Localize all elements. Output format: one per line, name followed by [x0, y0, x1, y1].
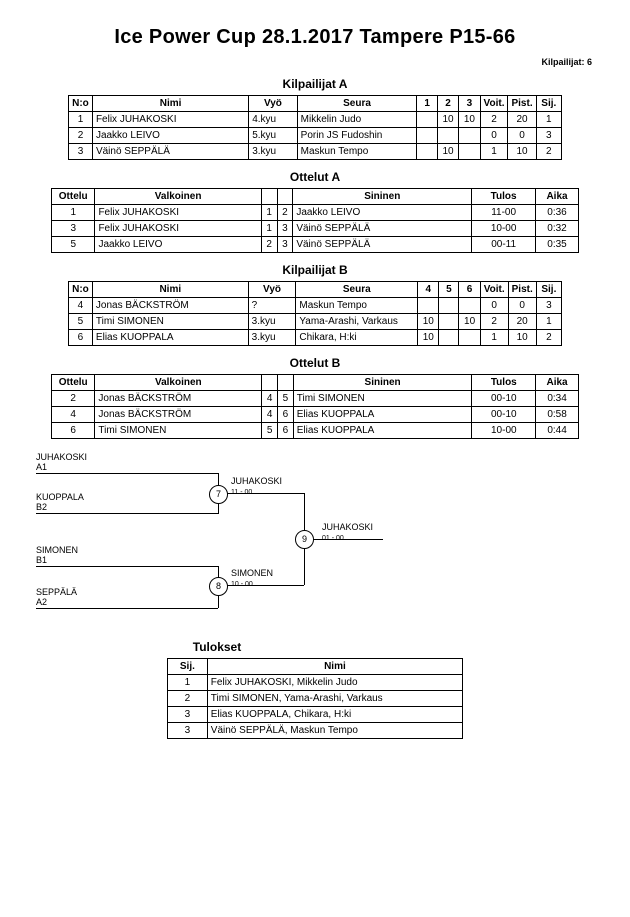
cell-m4: 10 — [418, 330, 439, 346]
cell-white: Jaakko LEIVO — [95, 237, 261, 253]
cell-m2 — [437, 128, 458, 144]
cell-white-no: 4 — [262, 391, 278, 407]
bracket-entry-seed-2: B2 — [36, 502, 48, 512]
table-header-row — [168, 659, 463, 675]
cell-club: Porin JS Fudoshin — [297, 128, 417, 144]
cell-points: 20 — [508, 112, 536, 128]
cell-club: Chikara, H:ki — [296, 330, 418, 346]
cell-wins: 0 — [480, 298, 508, 314]
col-white: Valkoinen — [95, 375, 262, 391]
cell-result: 10-00 — [472, 423, 536, 439]
cell-blue: Jaakko LEIVO — [293, 205, 472, 221]
cell-belt: 5.kyu — [249, 128, 297, 144]
cell-match-no: 1 — [52, 205, 95, 221]
cell-match-no: 6 — [52, 423, 95, 439]
cell-m4 — [418, 298, 439, 314]
table-header-row — [69, 96, 562, 112]
table-row — [52, 221, 579, 237]
table-row — [69, 314, 562, 330]
cell-wins: 2 — [480, 314, 508, 330]
table-row — [69, 298, 562, 314]
col-blue: Sininen — [293, 189, 472, 205]
col-white-no — [261, 189, 277, 205]
cell-club: Mikkelin Judo — [297, 112, 417, 128]
cell-blue-no: 2 — [277, 205, 293, 221]
cell-name: Timi SIMONEN — [92, 314, 248, 330]
pool-a-title: Kilpailijat A — [282, 77, 348, 91]
col-blue-no — [277, 189, 293, 205]
cell-match-no: 3 — [52, 221, 95, 237]
cell-time: 0:44 — [536, 423, 579, 439]
cell-rank: 2 — [168, 691, 208, 707]
cell-club: Maskun Tempo — [297, 144, 417, 160]
col-seura: Seura — [296, 282, 418, 298]
cell-name: Felix JUHAKOSKI — [92, 112, 248, 128]
cell-wins: 0 — [480, 128, 508, 144]
page-title: Ice Power Cup 28.1.2017 Tampere P15-66 — [114, 26, 516, 48]
bracket-line — [313, 539, 383, 540]
table-header-row — [52, 375, 579, 391]
cell-white: Timi SIMONEN — [95, 423, 262, 439]
cell-m3 — [459, 128, 480, 144]
cell-wins: 2 — [480, 112, 508, 128]
cell-blue-no: 6 — [277, 407, 293, 423]
col-match-no: Ottelu — [52, 375, 95, 391]
matches-a-table — [51, 188, 579, 253]
cell-result: 10-00 — [472, 221, 536, 237]
cell-belt: 3.kyu — [248, 330, 296, 346]
cell-rank: 1 — [536, 314, 561, 330]
cell-belt: ? — [248, 298, 296, 314]
table-row — [168, 691, 463, 707]
cell-white: Felix JUHAKOSKI — [95, 205, 261, 221]
cell-blue: Väinö SEPPÄLÄ — [293, 237, 472, 253]
bracket-entry-name-2: KUOPPALA — [36, 492, 84, 502]
bracket-entry-name-3: SIMONEN — [36, 545, 79, 555]
bracket-node-7: 7 — [209, 485, 228, 504]
col-rank: Sij. — [168, 659, 208, 675]
col-match-3: 3 — [459, 96, 480, 112]
cell-blue-no: 5 — [277, 391, 293, 407]
cell-name: Väinö SEPPÄLÄ — [92, 144, 248, 160]
col-match-6: 6 — [459, 282, 480, 298]
cell-result: 00-11 — [472, 237, 536, 253]
col-time: Aika — [536, 189, 579, 205]
table-header-row — [69, 282, 562, 298]
cell-club: Maskun Tempo — [296, 298, 418, 314]
cell-time: 0:36 — [536, 205, 579, 221]
cell-time: 0:32 — [536, 221, 579, 237]
cell-no: 5 — [69, 314, 93, 330]
cell-m1 — [417, 128, 437, 144]
col-nimi: Nimi — [92, 282, 248, 298]
bracket-semi1-winner: JUHAKOSKI — [231, 476, 283, 486]
bracket-final-winner: JUHAKOSKI — [322, 522, 374, 532]
col-points: Pist. — [508, 96, 536, 112]
cell-no: 1 — [69, 112, 93, 128]
cell-name: Elias KUOPPALA — [92, 330, 248, 346]
table-header-row — [52, 189, 579, 205]
bracket-node-8: 8 — [209, 577, 228, 596]
cell-m5 — [439, 314, 459, 330]
col-result: Tulos — [472, 189, 536, 205]
cell-name: Jonas BÄCKSTRÖM — [92, 298, 248, 314]
col-match-no: Ottelu — [52, 189, 95, 205]
cell-white: Jonas BÄCKSTRÖM — [95, 391, 262, 407]
col-name: Nimi — [207, 659, 462, 675]
cell-white: Jonas BÄCKSTRÖM — [95, 407, 262, 423]
col-match-4: 4 — [418, 282, 439, 298]
col-seura: Seura — [297, 96, 417, 112]
matches-b-table — [51, 374, 579, 439]
cell-points: 0 — [508, 298, 536, 314]
cell-time: 0:34 — [536, 391, 579, 407]
cell-rank: 3 — [536, 128, 561, 144]
tournament-sheet — [0, 26, 630, 917]
cell-blue-no: 6 — [277, 423, 293, 439]
cell-result: 11-00 — [472, 205, 536, 221]
col-blue: Sininen — [293, 375, 472, 391]
cell-name: Jaakko LEIVO — [92, 128, 248, 144]
cell-rank: 1 — [168, 675, 208, 691]
cell-result: 00-10 — [472, 407, 536, 423]
bracket-semi2-winner: SIMONEN — [231, 568, 274, 578]
cell-points: 20 — [508, 314, 536, 330]
cell-rank: 3 — [168, 707, 208, 723]
cell-rank: 3 — [168, 723, 208, 739]
results-title: Tulokset — [192, 640, 242, 654]
cell-name: Felix JUHAKOSKI, Mikkelin Judo — [207, 675, 462, 691]
bracket-entry-seed-4: A2 — [36, 597, 48, 607]
bracket-entry-name-4: SEPPÄLÄ — [36, 587, 78, 597]
bracket-entry-seed-1: A1 — [36, 462, 48, 472]
cell-wins: 1 — [480, 330, 508, 346]
table-row — [168, 675, 463, 691]
col-no: N:o — [69, 282, 93, 298]
bracket-entry-name-1: JUHAKOSKI — [36, 452, 88, 462]
col-wins: Voit. — [480, 282, 508, 298]
cell-white-no: 1 — [261, 221, 277, 237]
cell-match-no: 5 — [52, 237, 95, 253]
cell-no: 2 — [69, 128, 93, 144]
cell-white: Felix JUHAKOSKI — [95, 221, 261, 237]
cell-name: Timi SIMONEN, Yama-Arashi, Varkaus — [207, 691, 462, 707]
table-row — [52, 237, 579, 253]
cell-name: Elias KUOPPALA, Chikara, H:ki — [207, 707, 462, 723]
col-vyo: Vyö — [248, 282, 296, 298]
cell-m3: 10 — [459, 112, 480, 128]
cell-wins: 1 — [480, 144, 508, 160]
cell-belt: 4.kyu — [249, 112, 297, 128]
cell-m3 — [459, 144, 480, 160]
matches-a-title: Ottelut A — [289, 170, 341, 184]
results-table — [167, 658, 463, 739]
cell-rank: 2 — [536, 330, 561, 346]
table-row — [168, 707, 463, 723]
cell-m2: 10 — [437, 112, 458, 128]
matches-b-title: Ottelut B — [289, 356, 341, 370]
cell-white-no: 2 — [261, 237, 277, 253]
col-rank: Sij. — [536, 96, 561, 112]
col-points: Pist. — [508, 282, 536, 298]
cell-rank: 2 — [536, 144, 561, 160]
table-row — [69, 128, 562, 144]
bracket-line — [36, 608, 218, 609]
col-wins: Voit. — [480, 96, 508, 112]
bracket-entry-seed-3: B1 — [36, 555, 48, 565]
cell-m1 — [417, 112, 437, 128]
cell-m1 — [417, 144, 437, 160]
cell-match-no: 2 — [52, 391, 95, 407]
pool-b-table — [68, 281, 562, 346]
col-result: Tulos — [472, 375, 536, 391]
table-row — [52, 391, 579, 407]
cell-club: Yama-Arashi, Varkaus — [296, 314, 418, 330]
col-match-1: 1 — [417, 96, 437, 112]
col-no: N:o — [69, 96, 93, 112]
cell-blue: Väinö SEPPÄLÄ — [293, 221, 472, 237]
cell-m6 — [459, 330, 480, 346]
cell-blue: Elias KUOPPALA — [293, 407, 472, 423]
cell-belt: 3.kyu — [248, 314, 296, 330]
col-match-2: 2 — [437, 96, 458, 112]
col-vyo: Vyö — [249, 96, 297, 112]
table-row — [52, 407, 579, 423]
bracket-line — [36, 513, 218, 514]
bracket-line — [36, 473, 218, 474]
col-time: Aika — [536, 375, 579, 391]
cell-m5 — [439, 330, 459, 346]
col-blue-no — [277, 375, 293, 391]
pool-a-table — [68, 95, 562, 160]
cell-m6 — [459, 298, 480, 314]
cell-belt: 3.kyu — [249, 144, 297, 160]
col-white: Valkoinen — [95, 189, 261, 205]
cell-no: 3 — [69, 144, 93, 160]
cell-points: 0 — [508, 128, 536, 144]
table-row — [52, 205, 579, 221]
bracket-line — [227, 493, 304, 494]
cell-name: Väinö SEPPÄLÄ, Maskun Tempo — [207, 723, 462, 739]
pool-b-title: Kilpailijat B — [282, 263, 348, 277]
cell-white-no: 5 — [262, 423, 278, 439]
table-row — [69, 330, 562, 346]
table-row — [168, 723, 463, 739]
col-nimi: Nimi — [92, 96, 248, 112]
cell-rank: 1 — [536, 112, 561, 128]
table-row — [69, 112, 562, 128]
cell-result: 00-10 — [472, 391, 536, 407]
cell-m2: 10 — [437, 144, 458, 160]
table-row — [52, 423, 579, 439]
cell-white-no: 1 — [261, 205, 277, 221]
cell-white-no: 4 — [262, 407, 278, 423]
bracket-node-9: 9 — [295, 530, 314, 549]
competitor-count: Kilpailijat: 6 — [541, 57, 592, 67]
col-rank: Sij. — [536, 282, 561, 298]
cell-time: 0:58 — [536, 407, 579, 423]
cell-rank: 3 — [536, 298, 561, 314]
cell-blue: Elias KUOPPALA — [293, 423, 472, 439]
bracket-line — [227, 585, 304, 586]
table-row — [69, 144, 562, 160]
cell-m6: 10 — [459, 314, 480, 330]
cell-no: 4 — [69, 298, 93, 314]
cell-blue: Timi SIMONEN — [293, 391, 472, 407]
cell-blue-no: 3 — [277, 237, 293, 253]
col-match-5: 5 — [439, 282, 459, 298]
cell-m4: 10 — [418, 314, 439, 330]
cell-time: 0:35 — [536, 237, 579, 253]
col-white-no — [262, 375, 278, 391]
cell-points: 10 — [508, 144, 536, 160]
cell-no: 6 — [69, 330, 93, 346]
cell-points: 10 — [508, 330, 536, 346]
cell-blue-no: 3 — [277, 221, 293, 237]
cell-match-no: 4 — [52, 407, 95, 423]
bracket-line — [36, 566, 218, 567]
cell-m5 — [439, 298, 459, 314]
bracket-diagram — [0, 451, 630, 626]
